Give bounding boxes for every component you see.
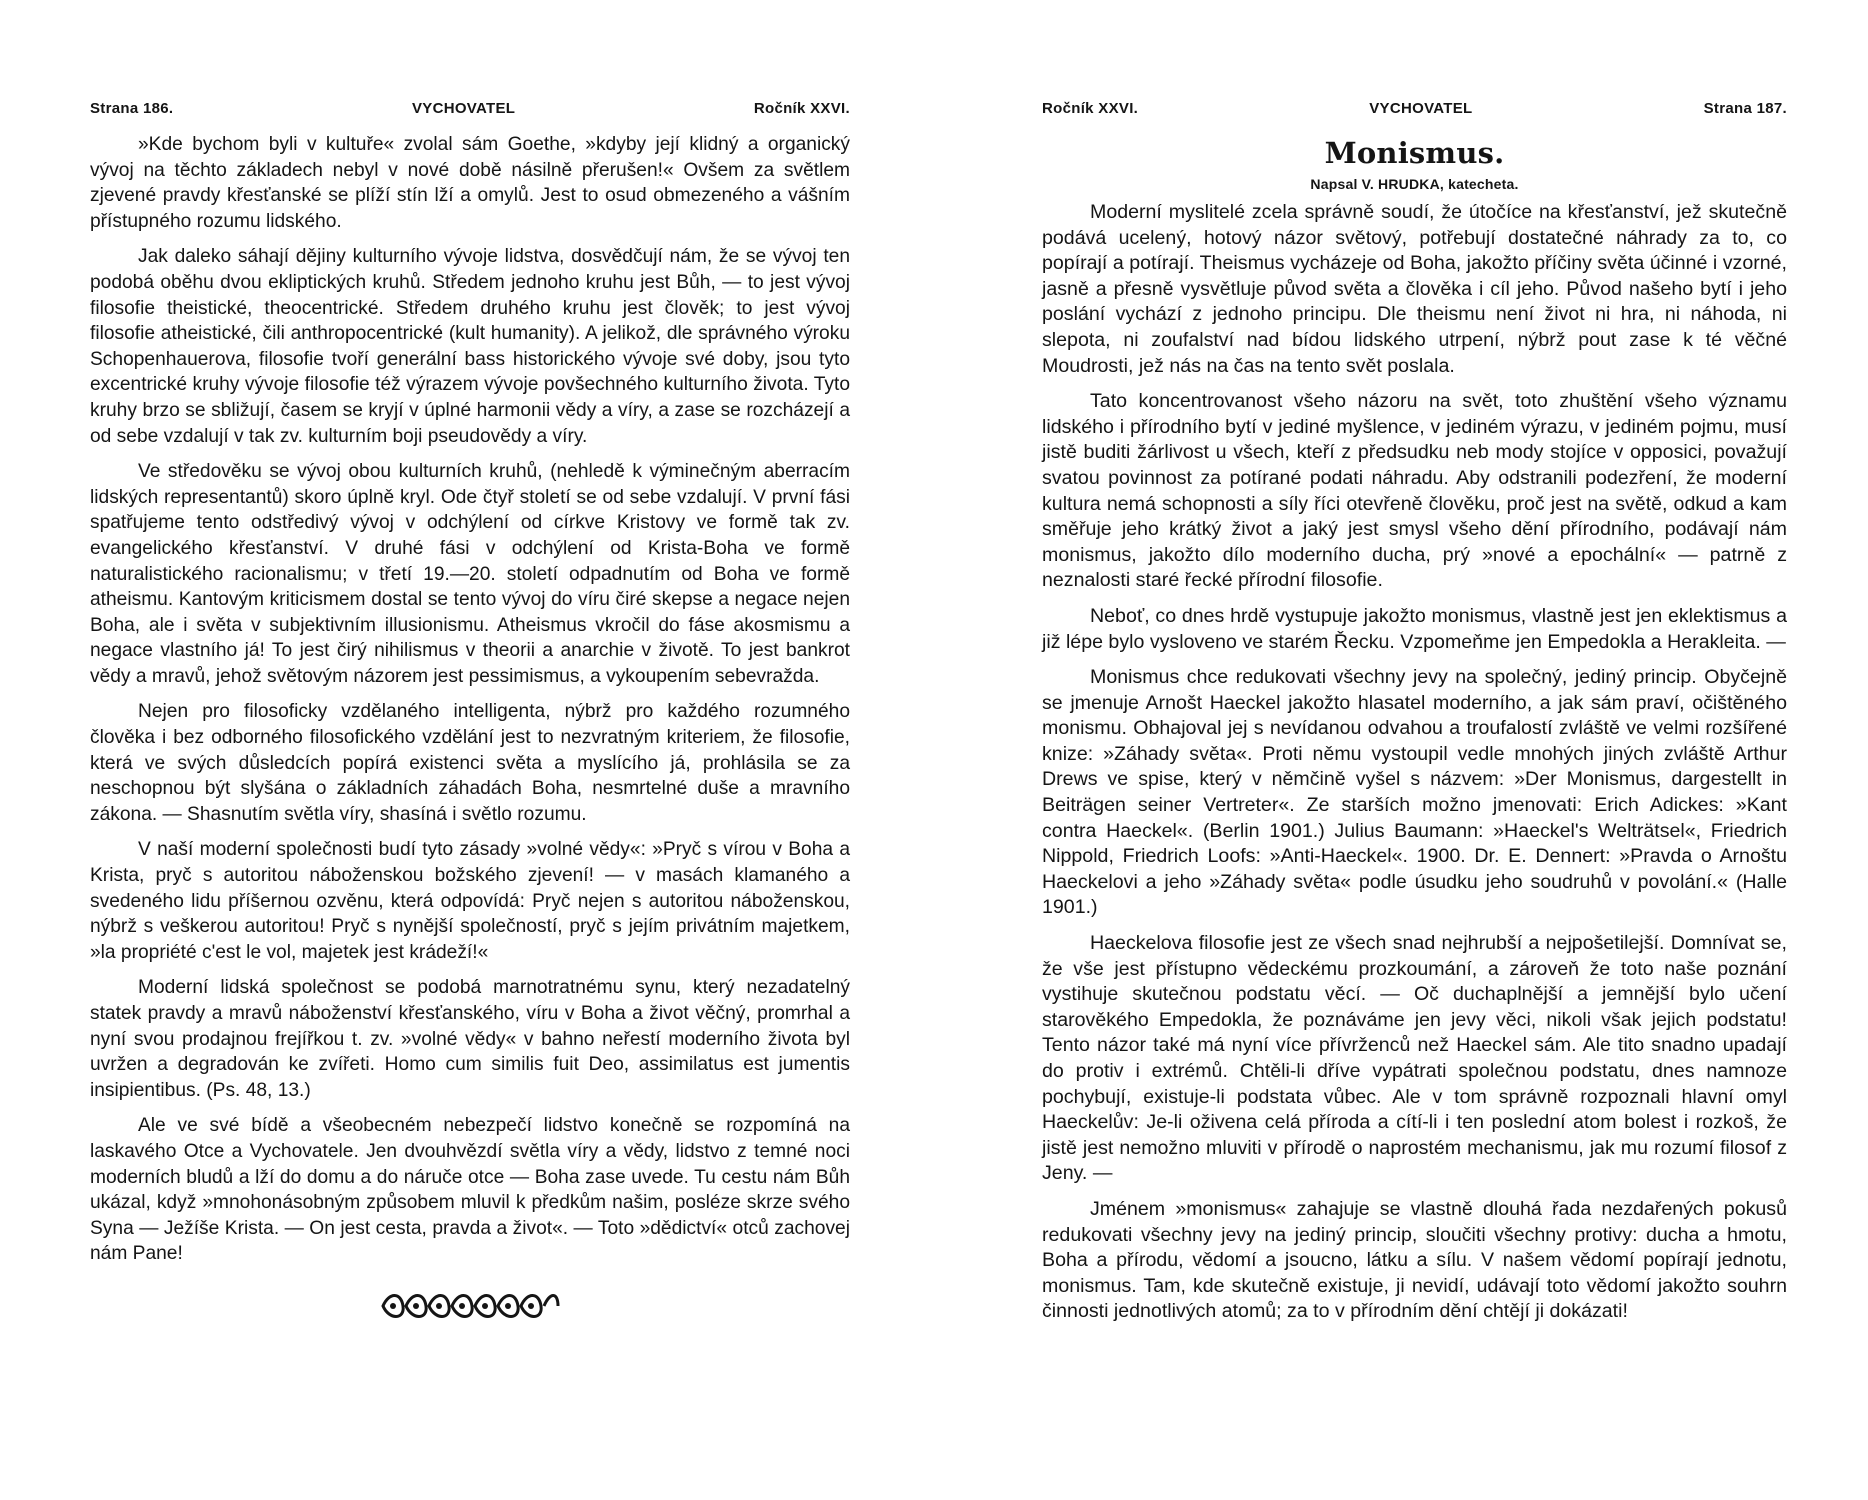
right-page	[1042, 100, 1787, 1335]
left-page-body	[90, 132, 850, 1267]
left-journal-title: VYCHOVATEL	[411, 100, 516, 117]
paragraph: Nejen pro filosoficky vzdělaného intelligenta, nýbrž pro každého rozumného člověka i bez odborného filosofického vzdělání jest to nezvratným kriteriem, že filosofie, která ve svých důsledcích popírá existenci světa a myslícího já, prohlásila se za neschopnou být slyšána o základních záhadách Boha, nesmrtelné duše a mravního zákona. — Shasnutím světla víry, shasíná i světlo rozumu.	[90, 701, 850, 825]
paragraph: Moderní myslitelé zcela správně soudí, že útočíce na křesťanství, jež skutečně podává ucelený, hotový názor světový, potřebují dostatečné náhrady za to, co popírají a potírají. Theismus vycházeje od Boha, jakožto příčiny světa účinné i vzorné, jasně a přesně vysvětluje původ světa a člověka i cíl jeho. Původ našeho bytí i jeho poslání vychází z jednoho principu. Dle theismu není život ni hra, ni náhoda, ni slepota, ni zoufalství nad bídou lidského utrpení, nýbrž pout zase k té věčné Moudrosti, jež nás na čas na tento svět poslala.	[1042, 201, 1787, 377]
paragraph: Ale ve své bídě a všeobecném nebezpečí lidstvo konečně se rozpomíná na laskavého Otce a Vychovatele. Jen dvouhvězdí světla víry a vědy, lidstvo z temné noci moderních bludů a lží do domu a do náruče otce — Boha zase uvede. Tu cestu nám Bůh ukázal, když »mnohonásobným způsobem mluvil k předkům našim, posléze skrze svého Syna — Ježíše Krista. — On jest cesta, pravda a život«. — Toto »dědictví« otců zachovej nám Pane!	[90, 1115, 850, 1265]
paragraph: Monismus chce redukovati všechny jevy na společný, jediný princip. Obyčejně se jmenuje Arnošt Haeckel jakožto hlasatel moderního, a jak sám praví, očištěného monismu. Obhajoval jej s nevídanou odvahou a troufalostí zvláště ve velmi rozšířené knize: »Záhady světa«. Proti němu vystoupil vedle mnohých jiných zvláště Arthur Drews ve spise, který v němčině vyšel s názvem: »Der Monismus, dargestellt in Beiträgen seiner Vertreter«. Ze starších možno jmenovati: Erich Adickes: »Kant contra Haeckel«. (Berlin 1901.) Julius Baumann: »Haeckel's Welträtsel«, Friedrich Nippold, Friedrich Loofs: »Anti-Haeckel«. 1900. Dr. E. Dennert: »Pravda o Arnoštu Haeckelovi a jeho »Záhady světa« podle úsudku jeho soudruhů v povolání.« (Halle 1901.)	[1042, 666, 1787, 919]
paragraph: Tato koncentrovanost všeho názoru na svět, toto zhuštění všeho významu lidského i přírodního bytí v jediné myšlence, v jediném výrazu, v jediném pojmu, musí jistě buditi žárlivost u všech, kteří z předsudku neb mody stojíce v opposici, považují svatou povinnost za potírané podati náhradu. Aby odstranili podezření, že moderní kultura nemá schopnosti a síly říci otevřeně člověku, proč jest na světě, odkud a kam směřuje jeho krátký život a jaký jest smysl všeho dění přírodního, podávají nám monismus, jakožto dílo moderního ducha, prý »nové a epochální« — patrně z neznalosti staré řecké přírodní filosofie.	[1042, 390, 1787, 592]
paragraph: Neboť, co dnes hrdě vystupuje jakožto monismus, vlastně jest jen eklektismus a již lépe bylo vysloveno ve starém Řecku. Vzpomeňme jen Empedokla a Herakleita. —	[1042, 604, 1787, 653]
right-volume: Ročník XXVI.	[1042, 100, 1139, 117]
article-byline: Napsal V. HRUDKA, katecheta.	[1310, 176, 1519, 192]
paragraph: »Kde bychom byli v kultuře« zvolal sám Goethe, »kdyby její klidný a organický vývoj na těchto základech nebyl v nové době násilně přerušen!« Ovšem za světlem zjevené pravdy křesťanské se plíží stín lží a omylů. Jest to osud obmezeného a vášním přístupného rozumu lidského.	[90, 134, 850, 232]
floral-vignette-icon	[90, 1285, 850, 1327]
paragraph: Ve středověku se vývoj obou kulturních kruhů, (nehledě k výminečným aberracím lidských representantů) skoro úplně kryl. Ode čtyř století se od sebe vzdalují. V první fási spatřujeme tento odstředivý vývoj v odchýlení od církve Kristovy ve formě tak zv. evangelického křesťanství. V druhé fási v odchýlení od Krista-Boha ve formě naturalistického racionalismu; v třetí 19.—20. století odpadnutím od Boha ve formě atheismu. Kantovým kriticismem dostal se tento vývoj do víru čiré skepse a negace nejen Boha, ale i světa v subjektivním illusionismu. Atheismus vkročil do fáse akosmismu a negace vlastního já! To jest čirý nihilismus v theorii a anarchie v životě. To jest bankrot vědy a mravů, jehož světovým názorem jest pessimismus, a vykoupením sebevražda.	[90, 461, 850, 687]
paragraph: Jménem »monismus« zahajuje se vlastně dlouhá řada nezdařených pokusů redukovati všechny jevy na jediný princip, sloučiti všechny protivy: ducha a hmotu, Boha a přírodu, vědomí a jsoucno, látku a sílu. V našem vědomí popírají jednotu, monismus. Tam, kde skutečně existuje, ji nevidí, udávají toto vědomí jakožto souhrn činnosti jednotlivých atomů; za to v přírodním dění chtějí ji dokázati!	[1042, 1197, 1787, 1323]
paragraph: Moderní lidská společnost se podobá marnotratnému synu, který nezadatelný statek pravdy a mravů náboženství křesťanského, víru v Boha a život věčný, promrhal a nyní svou prodajnou frejířkou t. zv. »volné vědy« v bahno neřestí moderního života byl uvržen a degradován ke zvířeti. Homo cum similis fuit Deo, assimilatus est jumentis insipientibus. (Ps. 48, 13.)	[90, 977, 850, 1101]
paragraph: Jak daleko sáhají dějiny kulturního vývoje lidstva, dosvědčují nám, že se vývoj ten podobá oběhu dvou ekliptických kruhů. Středem jednoho kruhu jest Bůh, — to jest vývoj filosofie theistické, theocentrické. Středem druhého kruhu jest člověk; to jest vývoj filosofie atheistické, čili anthropocentrické (kult humanity). A jelikož, dle správného výroku Schopenhauerova, filosofie tvoří generální bass historického vývoje své doby, jsou tyto excentrické kruhy vývoje filosofie též výrazem vývoje povšechného kulturního života. Tyto kruhy brzo se sbližují, časem se kryjí v úplné harmonii vědy a víry, a zase se rozcházejí a od sebe vzdalují v tak zv. kulturním boji pseudovědy a víry.	[90, 246, 850, 447]
right-page-body	[1042, 200, 1787, 1325]
paragraph: V naší moderní společnosti budí tyto zásady »volné vědy«: »Pryč s vírou v Boha a Krista, pryč s autoritou náboženskou božského zjevení! — v masách klamaného a svedeného lidu příšernou ozvěnu, která odpovídá: Pryč nejen s autoritou náboženskou, nýbrž s veškerou autoritou! Pryč s nynější společností, pryč s jejím privátním majetkem, »la propriété c'est le vol, majetek jest krádeží!«	[90, 839, 850, 963]
left-volume: Ročník XXVI.	[753, 100, 850, 117]
left-page-number: Strana 186.	[90, 100, 174, 117]
right-page-number: Strana 187.	[1703, 100, 1787, 117]
article-title: Monismus.	[1324, 136, 1505, 170]
left-page-header	[90, 100, 850, 132]
paragraph: Haeckelova filosofie jest ze všech snad nejhrubší a nejpošetilejší. Domnívat se, že vše jest přístupno vědeckému prozkoumání, a zároveň že toto naše poznání vystihuje skutečnou podstatu věcí. — Oč duchaplnější a jemnější bylo učení starověkého Empedokla, že poznáváme jen jevy věci, nikoli však jejich podstatu! Tento názor také má nyní více přívrženců než Haeckel sám. Ale tito snadno upadají do protiv i extrémů. Chtěli-li dříve vypátrati společnou podstatu, dnes namnoze pochybují, existuje-li podstata vůbec. Ale v tom správně rozpoznali hlavní omyl Haeckelův: Je-li oživena celá příroda a cítí-li i ten poslední atom bolest i rozkoš, že jistě jest nemožno mluviti v přírodě o naprostém mechanismu, jak mu rozumí filosof z Jeny. —	[1042, 932, 1787, 1185]
left-page	[90, 100, 850, 1327]
right-journal-title: VYCHOVATEL	[1369, 100, 1473, 117]
right-page-header	[1042, 100, 1787, 132]
